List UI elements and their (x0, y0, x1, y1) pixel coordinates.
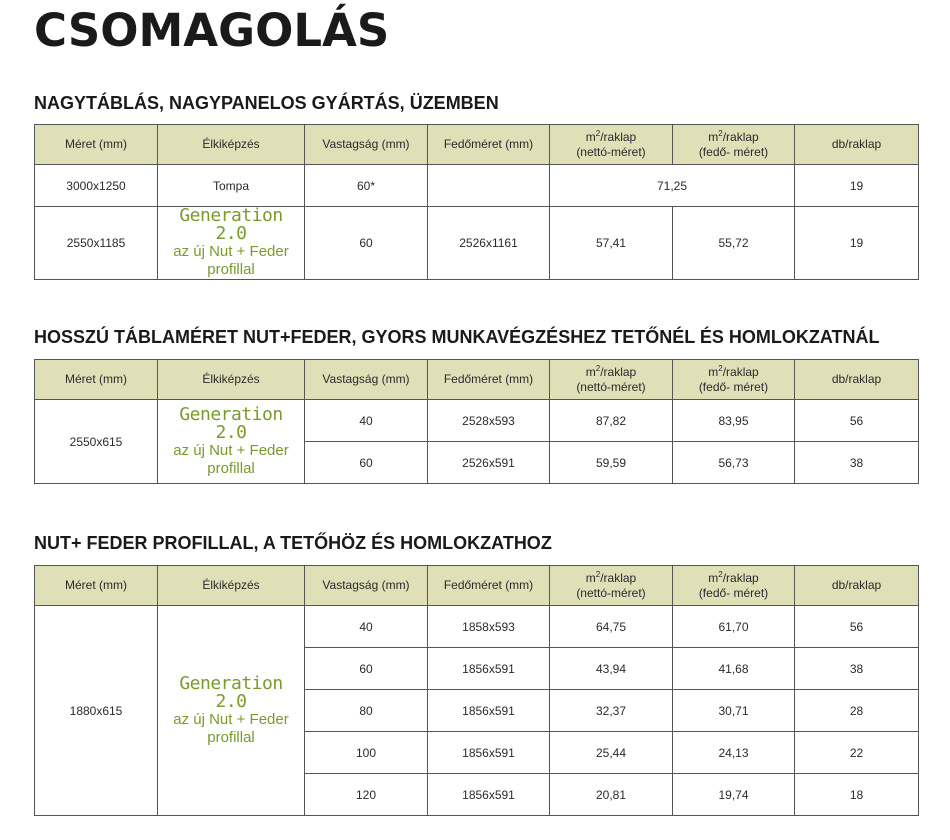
header-elkikepzes: Élkiképzés (158, 566, 305, 606)
cell-db: 22 (795, 732, 919, 774)
cell-db: 19 (795, 165, 919, 207)
cell-fedomeret: 1856x591 (428, 732, 550, 774)
generation-subtitle-2: profillal (207, 728, 255, 746)
table-row (35, 400, 919, 442)
header-m2-fedo: $m^2$/raklap (fedő- méret) (673, 360, 795, 400)
cell-m2-fedo: 19,74 (673, 774, 795, 816)
cell-m2-fedo: 41,68 (673, 648, 795, 690)
section-title-hosszu: HOSSZÚ TÁBLAMÉRET NUT+FEDER, GYORS MUNKAVÉGZÉSHEZ TETŐNÉL ÉS HOMLOKZATNÁL (34, 327, 880, 347)
header-meret: Méret (mm) (35, 125, 158, 165)
cell-vastagsag: 80 (305, 690, 428, 732)
header-meret: Méret (mm) (35, 566, 158, 606)
header-elkikepzes: Élkiképzés (158, 125, 305, 165)
cell-fedomeret: 2528x593 (428, 400, 550, 442)
table-row (35, 207, 919, 280)
section-title-nut-feder: NUT+ FEDER PROFILLAL, A TETŐHÖZ ÉS HOMLOKZATHOZ (34, 533, 552, 553)
table-hosszu (34, 359, 919, 484)
header-vastagsag: Vastagság (mm) (305, 360, 428, 400)
cell-db: 38 (795, 442, 919, 484)
generation-label (158, 606, 305, 816)
generation-subtitle-2: profillal (207, 459, 255, 477)
generation-subtitle-2: profillal (207, 261, 255, 278)
cell-db: 38 (795, 648, 919, 690)
header-m2-netto: $m^2$/raklap (nettó-méret) (550, 360, 673, 400)
generation-title: Generation 2.0 (179, 403, 283, 443)
cell-vastagsag: 100 (305, 732, 428, 774)
table-nut-feder (34, 565, 919, 816)
generation-subtitle: az új Nut + Feder (173, 243, 289, 260)
header-elkikepzes: Élkiképzés (158, 360, 305, 400)
cell-meret: 2550x1185 (35, 207, 158, 280)
table-header-row (35, 360, 919, 400)
header-db: db/raklap (795, 360, 919, 400)
header-vastagsag: Vastagság (mm) (305, 566, 428, 606)
table-header-row (35, 566, 919, 606)
cell-m2-fedo: 30,71 (673, 690, 795, 732)
header-m2-netto: $m^2$/raklap (nettó-méret) (550, 566, 673, 606)
header-fedomeret: Fedőméret (mm) (428, 360, 550, 400)
cell-vastagsag: 40 (305, 606, 428, 648)
header-meret: Méret (mm) (35, 360, 158, 400)
page-title: CSOMAGOLÁS (34, 4, 390, 57)
header-m2-netto: $m^2$/raklap (nettó-méret) (550, 125, 673, 165)
header-m2-fedo: $m^2$/raklap (fedő- méret) (673, 566, 795, 606)
header-fedomeret: Fedőméret (mm) (428, 125, 550, 165)
cell-db: 56 (795, 606, 919, 648)
cell-meret: 3000x1250 (35, 165, 158, 207)
cell-m2-netto: 59,59 (550, 442, 673, 484)
table-row (35, 606, 919, 648)
cell-m2-netto: 64,75 (550, 606, 673, 648)
cell-m2-netto: 43,94 (550, 648, 673, 690)
cell-db: 18 (795, 774, 919, 816)
cell-vastagsag: 60 (305, 442, 428, 484)
cell-m2-netto: 87,82 (550, 400, 673, 442)
cell-db: 28 (795, 690, 919, 732)
cell-fedomeret: 1858x593 (428, 606, 550, 648)
generation-label (158, 207, 305, 280)
header-db: db/raklap (795, 125, 919, 165)
cell-fedomeret: 2526x591 (428, 442, 550, 484)
cell-m2-netto: 32,37 (550, 690, 673, 732)
cell-m2-fedo: 24,13 (673, 732, 795, 774)
cell-m2-fedo: 61,70 (673, 606, 795, 648)
cell-fedomeret: 1856x591 (428, 648, 550, 690)
generation-title: Generation 2.0 (179, 672, 283, 712)
cell-m2-combined: 71,25 (550, 165, 795, 207)
table-header-row (35, 125, 919, 165)
header-fedomeret: Fedőméret (mm) (428, 566, 550, 606)
cell-vastagsag: 120 (305, 774, 428, 816)
cell-m2-netto: 25,44 (550, 732, 673, 774)
cell-elkikepzes: Tompa (158, 165, 305, 207)
cell-m2-fedo: 55,72 (673, 207, 795, 280)
cell-m2-fedo: 83,95 (673, 400, 795, 442)
table-nagytablas (34, 124, 919, 280)
cell-m2-fedo: 56,73 (673, 442, 795, 484)
cell-fedomeret: 1856x591 (428, 690, 550, 732)
generation-title: Generation 2.0 (179, 205, 283, 244)
generation-subtitle: az új Nut + Feder (173, 441, 289, 459)
cell-fedomeret (428, 165, 550, 207)
cell-vastagsag: 60 (305, 648, 428, 690)
cell-db: 19 (795, 207, 919, 280)
cell-fedomeret: 1856x591 (428, 774, 550, 816)
cell-vastagsag: 60* (305, 165, 428, 207)
generation-subtitle: az új Nut + Feder (173, 710, 289, 728)
header-vastagsag: Vastagság (mm) (305, 125, 428, 165)
cell-m2-netto: 57,41 (550, 207, 673, 280)
cell-meret: 2550x615 (35, 400, 158, 484)
cell-db: 56 (795, 400, 919, 442)
cell-vastagsag: 60 (305, 207, 428, 280)
generation-label (158, 400, 305, 484)
cell-meret: 1880x615 (35, 606, 158, 816)
section-title-nagytablas: NAGYTÁBLÁS, NAGYPANELOS GYÁRTÁS, ÜZEMBEN (34, 93, 499, 113)
cell-fedomeret: 2526x1161 (428, 207, 550, 280)
cell-m2-netto: 20,81 (550, 774, 673, 816)
header-db: db/raklap (795, 566, 919, 606)
cell-vastagsag: 40 (305, 400, 428, 442)
header-m2-fedo: $m^2$/raklap (fedő- méret) (673, 125, 795, 165)
table-row (35, 165, 919, 207)
